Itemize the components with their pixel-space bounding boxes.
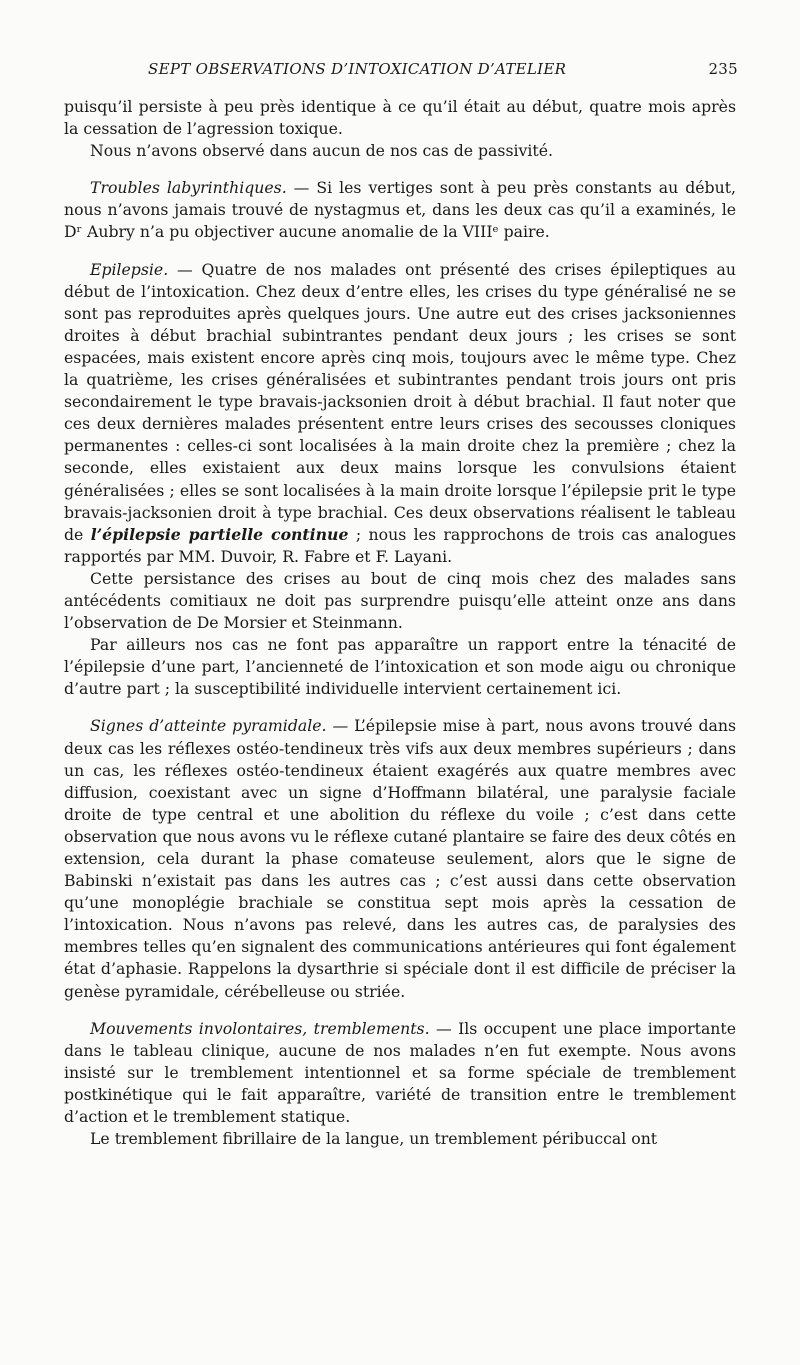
paragraph-labyrinth-text: — Si les vertiges sont à peu près constants au début, nous n’avons jamais trouvé de nystagmus et, dans les deux cas qu’il a examinés, le Dʳ Aubry n’a pu objectiver aucune anomalie de la VIIIᵉ paire. [64,178,736,242]
section-heading-pyramidal: Signes d’atteinte pyramidale. [90,716,327,736]
paragraph-1: puisqu’il persiste à peu près identique à ce qu’il était au début, quatre mois après la cessation de l’agression toxique. [64,97,736,139]
paragraph-movements [64,1018,736,1128]
paragraph-5: Cette persistance des crises au bout de cinq mois chez des malades sans antécédents comitiaux ne doit pas surprendre puisqu’elle atteint onze ans dans l’observation de De Morsier et Steinmann. [64,568,736,633]
running-title: SEPT OBSERVATIONS D’INTOXICATION D’ATELIER [148,60,567,78]
emphasis-partial-epilepsy: l’épilepsie partielle continue [90,524,349,544]
paragraph-pyramidal-text: — L’épilepsie mise à part, nous avons trouvé dans deux cas les réflexes ostéo-tendineux très vifs aux deux membres supérieurs ; dans un cas, les réflexes ostéo-tendineux étaient exagérés aux quatre membres avec diffusion, coexistant avec un signe d’Hoffmann bilatéral, une paralysie faciale droite de type central et une abolition du réflexe du voile ; c’est dans cette observation que nous avons vu le réflexe cutané plantaire se faire des deux côtés en extension, cela durant la phase comateuse seulement, alors que le signe de Babinski n’existait pas dans les autres cas ; c’est aussi dans cette observation qu’une monoplégie brachiale se constitua sept mois après la cessation de l’intoxication. Nous n’avons pas relevé, dans les autres cas, de paralysies des membres telles qu’en signalent des communications antérieures qui font également état d’aphasie. Rappelons la dysarthrie si spéciale dont il est difficile de préciser la genèse pyramidale, cérébelleuse ou striée. [64,716,736,1001]
paragraph-2: Nous n’avons observé dans aucun de nos cas de passivité. [90,141,553,161]
paragraph-epilepsy [64,259,736,568]
paragraph-6: Par ailleurs nos cas ne font pas apparaître un rapport entre la ténacité de l’épilepsie d’une part, l’ancienneté de l’intoxication et son mode aigu ou chronique d’autre part ; la susceptibilité individuelle intervient certainement ici. [64,635,736,699]
paragraph-movements-text: — Ils occupent une place importante dans le tableau clinique, aucune de nos malades n’en fut exempte. Nous avons insisté sur le tremblement intentionnel et sa forme spéciale de tremblement postkinétique qui le fait apparaître, variété de transition entre le tremblement d’action et le tremblement statique. [64,1018,736,1127]
paragraph-labyrinth [64,177,736,243]
page-number: 235 [708,60,738,78]
section-heading-labyrinth: Troubles labyrinthiques. [90,178,287,198]
paragraph-pyramidal [64,715,736,1002]
running-head [148,60,738,82]
paragraph-epilepsy-text-after: ; nous les rapprochons de trois cas analogues rapportés par MM. Duvoir, R. Fabre et F. Layani. [64,524,736,566]
body-text [64,96,736,1150]
paragraph-9: Le tremblement fibrillaire de la langue, un tremblement péribuccal ont [90,1129,658,1149]
paragraph-epilepsy-text-before: — Quatre de nos malades ont présenté des crises épileptiques au début de l’intoxication. Chez deux d’entre elles, les crises du type généralisé ne se sont pas reproduites après quelques jours. Une autre eut des crises jacksoniennes droites à début brachial subintrantes pendant deux jours ; les crises se sont espacées, mais existent encore après cinq mois, toujours avec le même type. Chez la quatrième, les crises généralisées et subintrantes pendant trois jours ont pris secondairement le type bravais-jacksonien droit à début brachial. Il faut noter que ces deux dernières malades présentent entre leurs crises des secousses cloniques permanentes : celles-ci sont localisées à la main droite chez la première ; chez la seconde, elles existaient aux deux mains lorsque les convulsions étaient généralisées ; elles se sont localisées à la main droite lorsque l’épilepsie prit le type bravais-jacksonien droit à type brachial. Ces deux observations réalisent le tableau de [64,259,736,544]
section-heading-movements: Mouvements involontaires, tremblements. [90,1018,430,1038]
section-heading-epilepsy: Epilepsie. [90,259,169,279]
